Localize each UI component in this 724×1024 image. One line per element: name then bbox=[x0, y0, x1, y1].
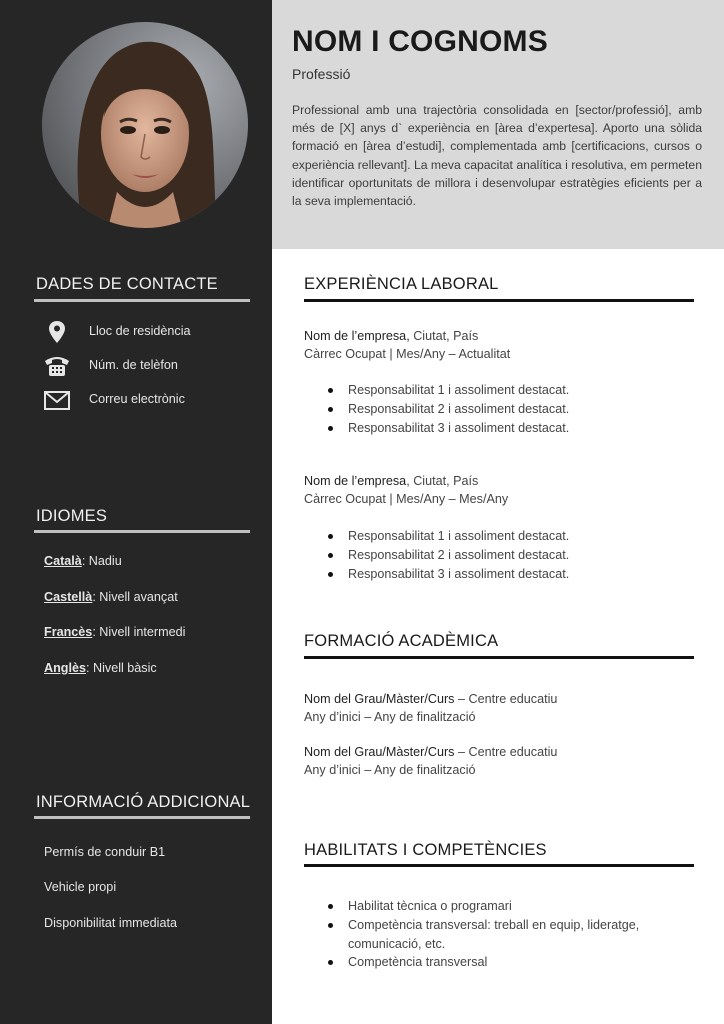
telephone-icon bbox=[42, 354, 72, 378]
additional-section-rule bbox=[34, 816, 250, 819]
job-header bbox=[304, 329, 478, 343]
additional-item: Permís de conduir B1 bbox=[44, 845, 166, 859]
company-location: Ciutat, País bbox=[409, 329, 479, 343]
contact-section-title: DADES DE CONTACTE bbox=[36, 275, 218, 293]
experience-section-rule bbox=[304, 299, 694, 302]
language-item bbox=[44, 590, 178, 604]
list-item: Responsabilitat 2 i assoliment destacat. bbox=[304, 546, 664, 565]
job-bullets bbox=[304, 527, 664, 583]
language-name: Francès bbox=[44, 625, 93, 639]
company-name: Nom de l’empresa bbox=[304, 474, 407, 488]
education-header bbox=[304, 692, 557, 706]
language-item bbox=[44, 661, 157, 675]
education-dates: Any d’inici – Any de finalització bbox=[304, 763, 476, 777]
languages-section-rule bbox=[34, 530, 250, 533]
education-section-rule bbox=[304, 656, 694, 659]
contact-section-rule bbox=[34, 299, 250, 302]
job-header bbox=[304, 474, 478, 488]
experience-section-title: EXPERIÈNCIA LABORAL bbox=[304, 275, 499, 293]
contact-phone-text: Núm. de telèfon bbox=[89, 358, 178, 372]
education-section-title: FORMACIÓ ACADÈMICA bbox=[304, 632, 499, 650]
language-name: Català bbox=[44, 554, 82, 568]
additional-item: Disponibilitat immediata bbox=[44, 916, 177, 930]
language-item bbox=[44, 625, 185, 639]
full-name: NOM I COGNOMS bbox=[292, 25, 548, 58]
language-level: : Nivell bàsic bbox=[86, 661, 157, 675]
additional-section-title: INFORMACIÓ ADDICIONAL bbox=[36, 793, 251, 811]
company-location: , Ciutat, País bbox=[406, 474, 479, 488]
profile-summary: Professional amb una trajectòria consolidada en [sector/professió], amb més de [X] anys d` experiència en [àrea d’expertesa]. Aporto una sòlida formació en [àrea d’estudi], complementada amb [certificacions, cursos o experiència rellevant]. La meva capacitat analítica i resolutiva, em permeten identificar oportunitats de millora i desenvolupar estratègies eficients per a la seva implementació. bbox=[292, 103, 702, 209]
job-role-dates: Càrrec Ocupat | Mes/Any – Mes/Any bbox=[304, 492, 509, 506]
list-item: Responsabilitat 2 i assoliment destacat. bbox=[304, 400, 664, 419]
education-dates: Any d’inici – Any de finalització bbox=[304, 710, 476, 724]
location-pin-icon bbox=[42, 320, 72, 344]
skills-section-rule bbox=[304, 864, 694, 867]
list-item: Responsabilitat 3 i assoliment destacat. bbox=[304, 419, 664, 438]
contact-residence bbox=[42, 320, 252, 344]
education-center: – Centre educatiu bbox=[454, 692, 558, 706]
profile-photo bbox=[42, 22, 248, 228]
list-item: Competència transversal: treball en equip, lideratge, comunicació, etc. bbox=[304, 916, 664, 954]
contact-phone bbox=[42, 354, 252, 378]
language-level: : Nivell avançat bbox=[92, 590, 178, 604]
contact-email bbox=[42, 388, 252, 412]
job-role-dates: Càrrec Ocupat | Mes/Any – Actualitat bbox=[304, 347, 511, 361]
list-item: Responsabilitat 1 i assoliment destacat. bbox=[304, 381, 664, 400]
education-header bbox=[304, 745, 557, 759]
degree-name: Nom del Grau/Màster/Curs bbox=[304, 745, 455, 759]
additional-item: Vehicle propi bbox=[44, 880, 117, 894]
skills-section-title: HABILITATS I COMPETÈNCIES bbox=[304, 841, 547, 859]
list-item: Responsabilitat 1 i assoliment destacat. bbox=[304, 527, 664, 546]
skills-list bbox=[304, 897, 664, 972]
list-item: Responsabilitat 3 i assoliment destacat. bbox=[304, 565, 664, 584]
contact-email-text: Correu electrònic bbox=[89, 392, 185, 406]
language-name: Castellà bbox=[44, 590, 93, 604]
languages-section-title: IDIOMES bbox=[36, 507, 108, 525]
profession: Professió bbox=[292, 66, 351, 82]
envelope-icon bbox=[42, 388, 72, 412]
contact-residence-text: Lloc de residència bbox=[89, 324, 191, 338]
language-level: : Nivell intermedi bbox=[92, 625, 186, 639]
company-name: Nom de l’empresa, bbox=[304, 329, 410, 343]
degree-name: Nom del Grau/Màster/Curs bbox=[304, 692, 455, 706]
language-name: Anglès bbox=[44, 661, 86, 675]
language-level: : Nadiu bbox=[81, 554, 122, 568]
education-center: – Centre educatiu bbox=[454, 745, 558, 759]
list-item: Habilitat tècnica o programari bbox=[304, 897, 664, 916]
job-bullets bbox=[304, 381, 664, 437]
list-item: Competència transversal bbox=[304, 953, 664, 972]
language-item bbox=[44, 554, 122, 568]
